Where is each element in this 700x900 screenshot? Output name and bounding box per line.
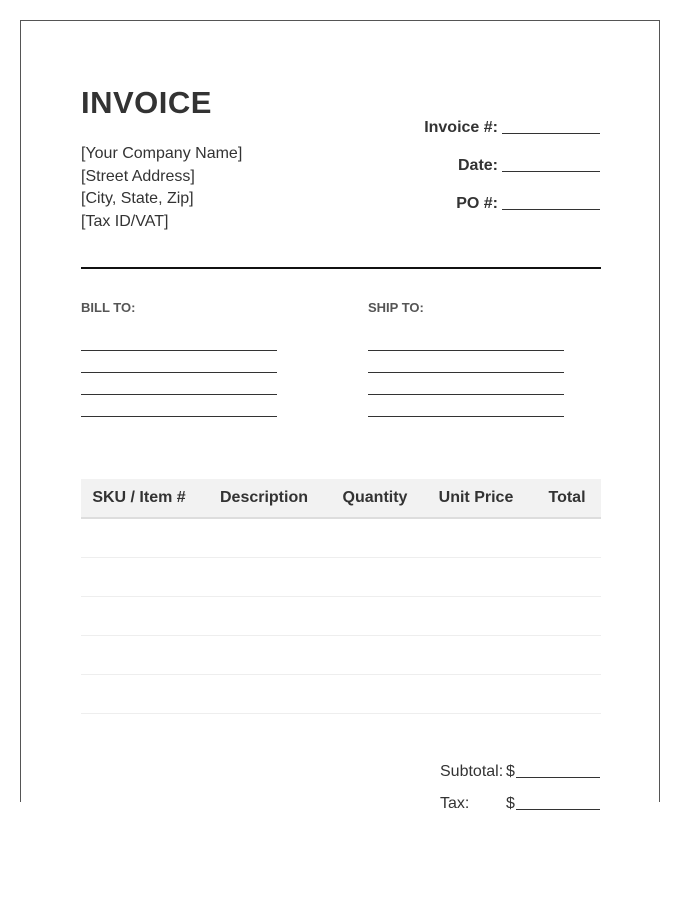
ship-to-lines	[368, 333, 564, 417]
table-row[interactable]	[81, 519, 601, 558]
invoice-meta	[340, 99, 600, 213]
bill-to-lines	[81, 333, 277, 417]
ship-to-line[interactable]	[368, 333, 564, 351]
ship-to-line[interactable]	[368, 351, 564, 373]
company-name: [Your Company Name]	[81, 145, 243, 162]
table-row[interactable]	[81, 597, 601, 636]
po-label: PO #:	[456, 195, 498, 212]
subtotal-currency: $	[506, 763, 515, 780]
company-city: [City, State, Zip]	[81, 190, 194, 207]
company-tax-id: [Tax ID/VAT]	[81, 212, 169, 230]
totals-section	[440, 749, 600, 813]
bill-to-line[interactable]	[81, 395, 277, 417]
table-row[interactable]	[81, 558, 601, 597]
line-items-table	[81, 479, 601, 714]
date-row	[340, 137, 600, 175]
invoice-number-field[interactable]	[502, 119, 600, 134]
subtotal-label: Subtotal:	[440, 763, 504, 780]
bill-to-line[interactable]	[81, 373, 277, 395]
invoice-number-row	[340, 99, 600, 137]
bill-to-line[interactable]	[81, 351, 277, 373]
header-total: Total	[548, 489, 586, 506]
po-field[interactable]	[502, 195, 600, 210]
header-description: Description	[219, 489, 308, 506]
subtotal-row	[440, 749, 600, 781]
invoice-number-label: Invoice #:	[424, 119, 498, 136]
date-field[interactable]	[502, 157, 600, 172]
bill-to-line[interactable]	[81, 333, 277, 351]
tax-row	[440, 781, 600, 813]
header-divider	[81, 267, 601, 269]
invoice-title: INVOICE	[81, 85, 212, 120]
company-info	[81, 143, 242, 233]
table-header	[81, 479, 601, 519]
bill-to-label: BILL TO:	[81, 300, 136, 315]
ship-to-line[interactable]	[368, 395, 564, 417]
invoice-page	[20, 20, 660, 812]
tax-label: Tax:	[440, 795, 470, 812]
header-quantity: Quantity	[342, 489, 408, 506]
ship-to-line[interactable]	[368, 373, 564, 395]
company-street: [Street Address]	[81, 167, 195, 185]
table-row[interactable]	[81, 636, 601, 675]
table-row[interactable]	[81, 675, 601, 714]
header-unit-price: Unit Price	[438, 489, 514, 506]
po-row	[340, 175, 600, 213]
header-sku: SKU / Item #	[92, 489, 186, 506]
tax-currency: $	[506, 795, 515, 812]
ship-to-label: SHIP TO:	[368, 300, 424, 315]
tax-field[interactable]	[516, 795, 600, 810]
subtotal-field[interactable]	[516, 763, 600, 778]
date-label: Date:	[457, 157, 498, 174]
